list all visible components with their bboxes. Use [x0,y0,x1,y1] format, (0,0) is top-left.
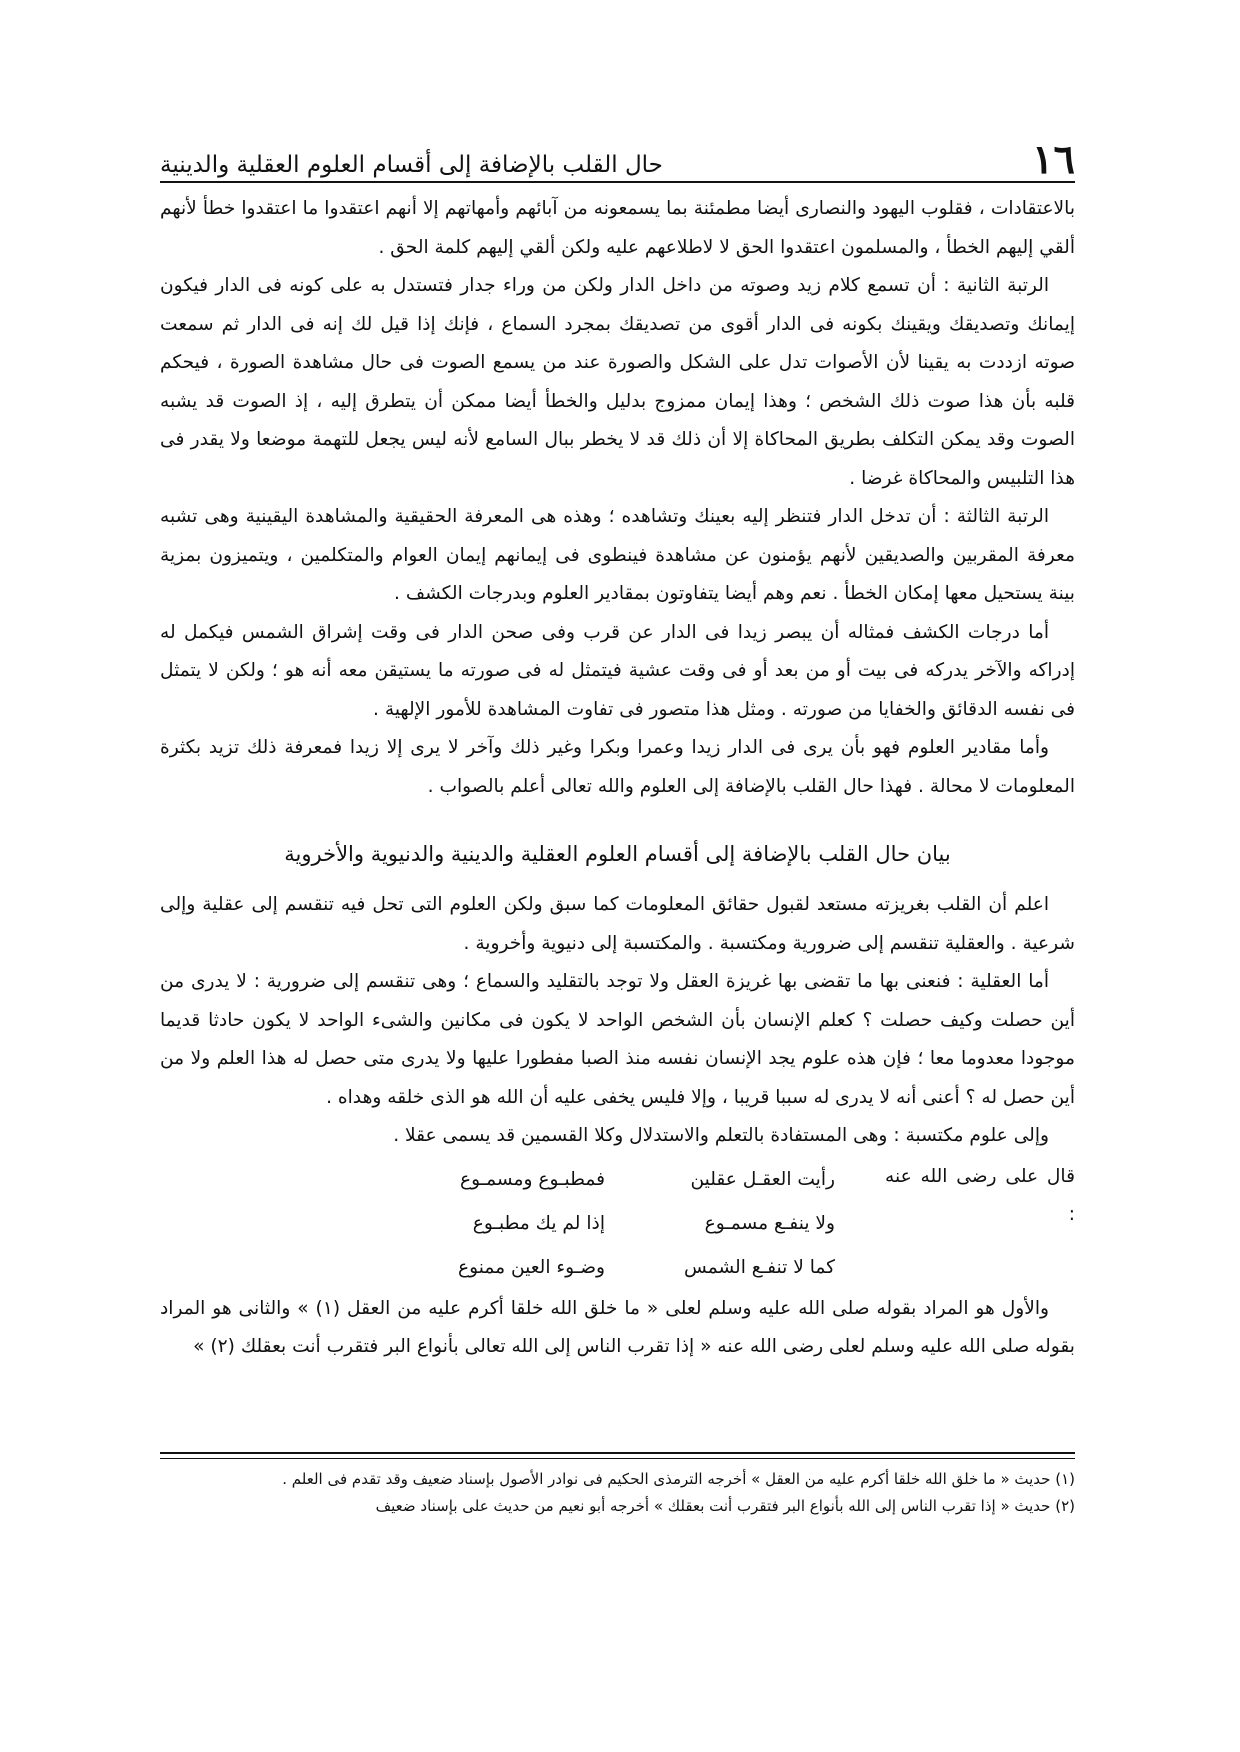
paragraph: أما درجات الكشف فمثاله أن يبصر زيدا فى الدار عن قرب وفى صحن الدار فى وقت إشراق الشمس فيكمل له إدراكه والآخر يدركه فى بيت أو من بعد أو فى وقت عشية فيتمثل له فى صورته ما يستيقن معه أنه هو ؛ ولكن لا يتمثل فى نفسه الدقائق والخفايا من صورته . ومثل هذا متصور فى تفاوت المشاهدة للأمور الإلهية . [160,621,1075,720]
paragraph: وأما مقادير العلوم فهو بأن يرى فى الدار زيدا وعمرا وبكرا وغير ذلك وآخر لا يرى إلا زيدا فمعرفة ذلك تزيد بكثرة المعلومات لا محالة . فهذا حال القلب بالإضافة إلى العلوم والله تعالى أعلم بالصواب . [160,737,1075,797]
verse-block [160,1158,1075,1290]
footnotes [160,1466,1075,1520]
section-heading: بيان حال القلب بالإضافة إلى أقسام العلوم العقلية والدينية والدنيوية والأخروية [284,842,951,866]
verse-first-hemistich: ولا ينفـع مسمـوع [704,1212,835,1234]
header-divider [160,181,1075,183]
footnote: (١) حديث « ما خلق الله خلقا أكرم عليه من العقل » أخرجه الترمذى الحكيم فى نوادر الأصول بإسناد ضعيف وقد تقدم فى العلم . [282,1470,1075,1488]
verse-first-hemistich: كما لا تنفـع الشمس [683,1256,835,1278]
verse-line [160,1158,835,1202]
footnote: (٢) حديث « إذا تقرب الناس إلى الله بأنواع البر فتقرب أنت بعقلك » أخرجه أبو نعيم من حديث على بإسناد ضعيف [375,1497,1075,1515]
paragraph: بالاعتقادات ، فقلوب اليهود والنصارى أيضا مطمئنة بما يسمعونه من آبائهم وأمهاتهم إلا أنهم اعتقدوا ما اعتقدوا خطأ لأنهم ألقي إليهم الخطأ ، والمسلمون اعتقدوا الحق لا لاطلاعهم عليه ولكن ألقي إليهم كلمة الحق . [160,198,1075,258]
running-header [160,128,1075,183]
paragraph: والأول هو المراد بقوله صلى الله عليه وسلم لعلى « ما خلق الله خلقا أكرم عليه من العقل (١) » والثانى هو المراد بقوله صلى الله عليه وسلم لعلى رضى الله عنه « إذا تقرب الناس إلى الله تعالى بأنواع البر فتقرب أنت بعقلك (٢) » [160,1297,1075,1357]
verse-first-hemistich: رأيت العقـل عقلين [690,1168,835,1190]
paragraph: أما العقلية : فنعنى بها ما تقضى بها غريزة العقل ولا توجد بالتقليد والسماع ؛ وهى تنقسم إلى ضرورية : لا يدرى من أين حصلت وكيف حصلت ؟ كعلم الإنسان بأن الشخص الواحد لا يكون فى مكانين والشىء الواحد لا يكون حادثا قديما موجودا معدوما معا ؛ فإن هذه علوم يجد الإنسان نفسه منذ الصبا مفطورا عليها ولا يدرى متى حصل له هذا العلم ولا من أين حصل له ؟ أعنى أنه لا يدرى له سببا قريبا ، وإلا فليس يخفى عليه أن الله هو الذى خلقه وهداه . [160,971,1075,1108]
paragraph: وإلى علوم مكتسبة : وهى المستفادة بالتعلم والاستدلال وكلا القسمين قد يسمى عقلا . [393,1125,1049,1146]
page-number: ١٦ [1032,136,1075,183]
verse-lines [160,1158,885,1290]
header-title: حال القلب بالإضافة إلى أقسام العلوم العقلية والدينية [160,152,663,179]
verse-second-hemistich: وضـوء العين ممنوع [458,1256,605,1278]
verse-second-hemistich: إذا لم يك مطبـوع [472,1212,605,1234]
verse-second-hemistich: فمطبـوع ومسمـوع [460,1168,605,1190]
paragraph: الرتبة الثالثة : أن تدخل الدار فتنظر إليه بعينك وتشاهده ؛ وهذه هى المعرفة الحقيقية والمشاهدة اليقينية وهى تشبه معرفة المقربين والصديقين لأنهم يؤمنون عن مشاهدة فينطوى فى إيمانهم إيمان العوام والمتكلمين ، ويتميزون بمزية بينة يستحيل معها إمكان الخطأ . نعم وهم أيضا يتفاوتون بمقادير العلوم وبدرجات الكشف . [160,506,1075,604]
verse-line [160,1202,835,1246]
footnote-divider [160,1452,1075,1459]
paragraph: اعلم أن القلب بغريزته مستعد لقبول حقائق المعلومات كما سبق ولكن العلوم التى تحل فيه تنقسم إلى عقلية وإلى شرعية . والعقلية تنقسم إلى ضرورية ومكتسبة . والمكتسبة إلى دنيوية وأخروية . [160,894,1075,954]
paragraph: الرتبة الثانية : أن تسمع كلام زيد وصوته من داخل الدار ولكن من وراء جدار فتستدل به على كونه فى الدار فيكون إيمانك وتصديقك ويقينك بكونه فى الدار أقوى من تصديقك بمجرد السماع ، فإنك إذا قيل لك إنه فى الدار ثم سمعت صوته ازددت به يقينا لأن الأصوات تدل على الشكل والصورة عند من يسمع الصوت فى حال مشاهدة الصورة ، فيحكم قلبه بأن هذا صوت ذلك الشخص ؛ وهذا إيمان ممزوج بدليل والخطأ أيضا ممكن أن يتطرق إليه ، إذ الصوت قد يشبه الصوت وقد يمكن التكلف بطريق المحاكاة إلا أن ذلك قد لا يخطر ببال السامع لأنه ليس يجعل للتهمة موضعا ولا يقدر فى هذا التلبيس والمحاكاة غرضا . [160,275,1075,489]
verse-intro: قال على رضى الله عنه : [885,1165,1075,1225]
verse-line [160,1246,835,1290]
main-text [160,190,1075,1367]
